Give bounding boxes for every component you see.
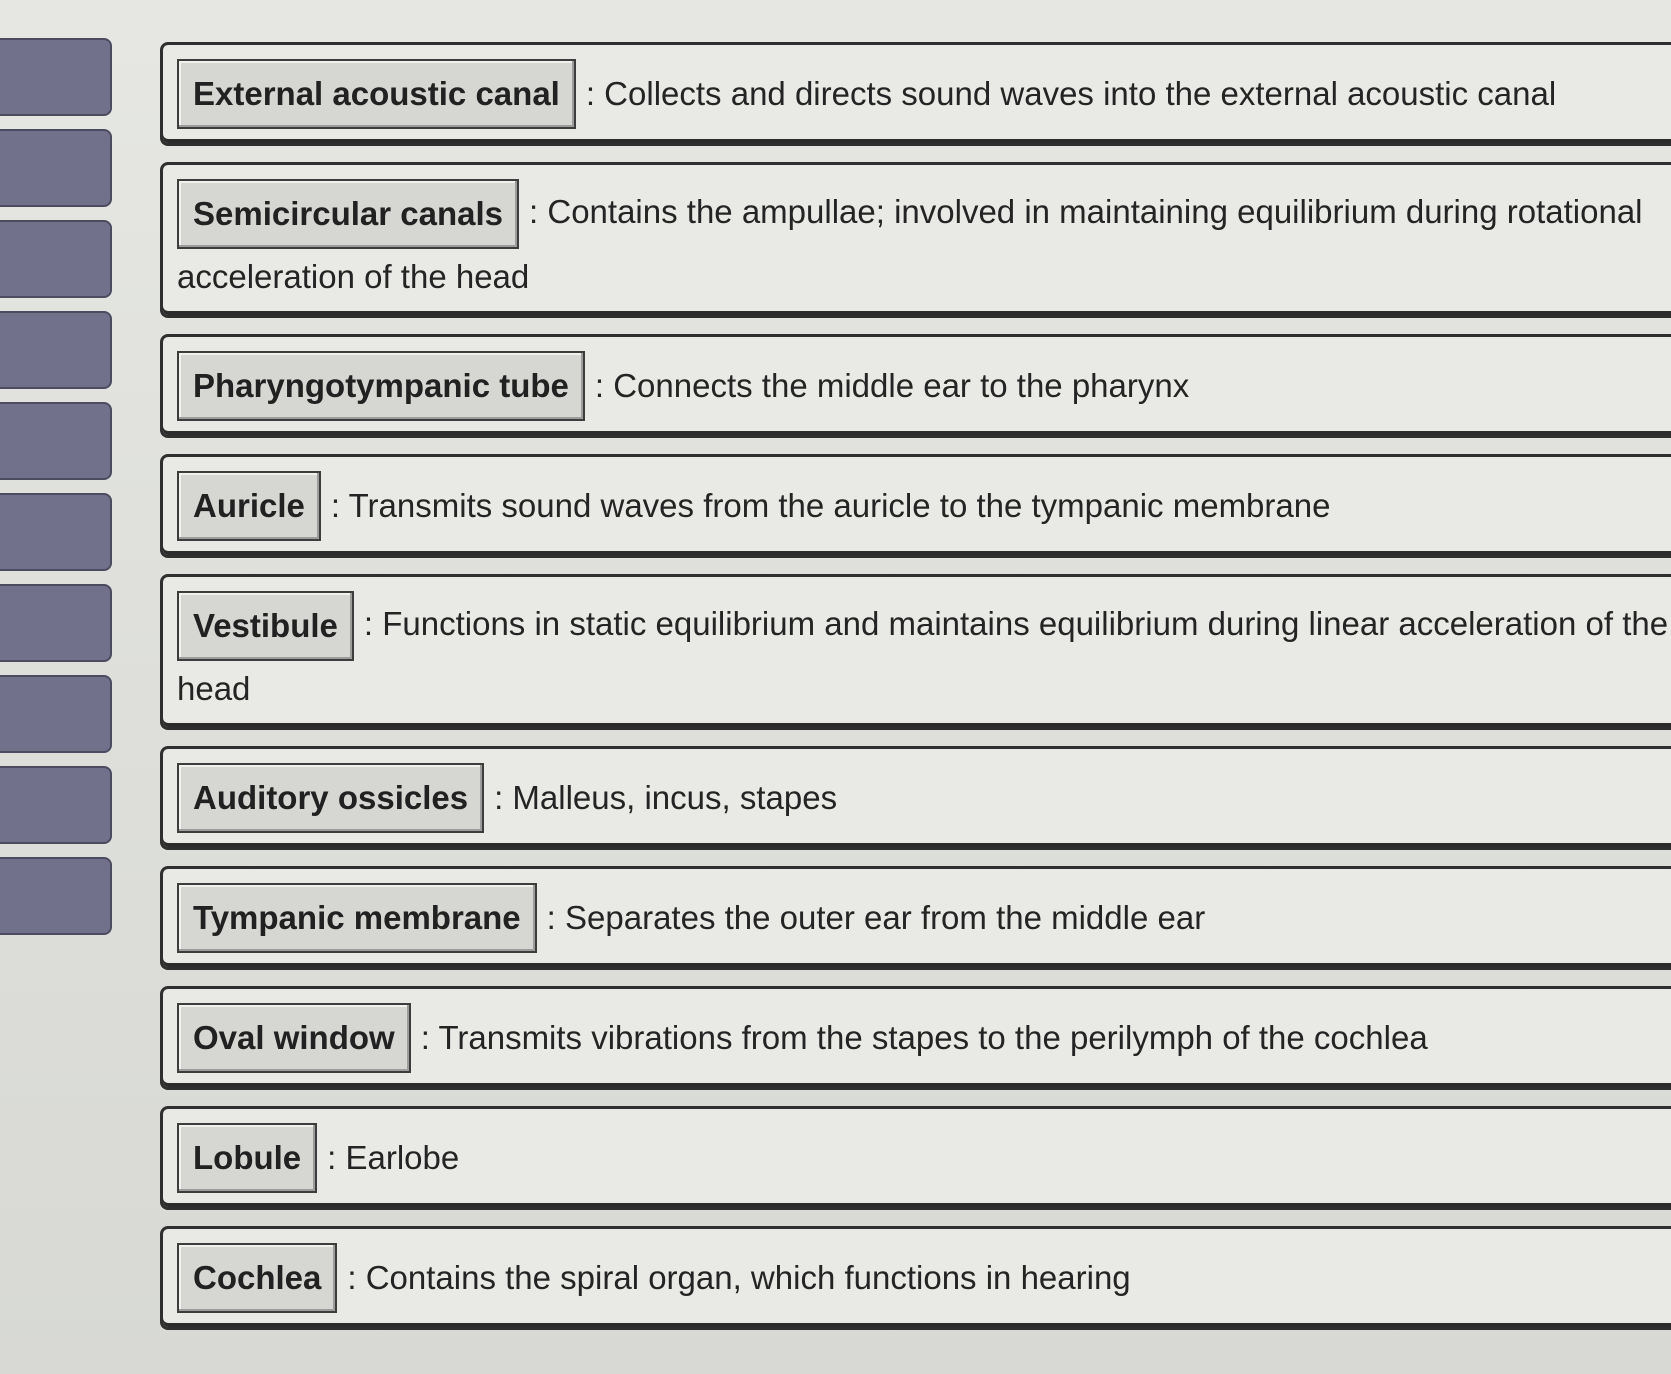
description-text: : Collects and directs sound waves into the external acoustic canal bbox=[585, 75, 1557, 112]
description-text: : Connects the middle ear to the pharynx bbox=[594, 367, 1190, 404]
match-row bbox=[160, 574, 1671, 730]
term-chip[interactable]: Semicircular canals bbox=[177, 179, 519, 249]
match-row bbox=[160, 986, 1671, 1090]
match-row bbox=[160, 1226, 1671, 1330]
description-text: : Contains the ampullae; involved in maintaining equilibrium during rotational acceleration of the head bbox=[177, 192, 1643, 295]
answer-slot[interactable] bbox=[0, 220, 112, 298]
answer-slot[interactable] bbox=[0, 766, 112, 844]
answer-slot[interactable] bbox=[0, 311, 112, 389]
answer-slot[interactable] bbox=[0, 38, 112, 116]
term-chip[interactable]: Lobule bbox=[177, 1123, 317, 1193]
description-text: : Transmits vibrations from the stapes to the perilymph of the cochlea bbox=[420, 1019, 1428, 1056]
description-text: : Earlobe bbox=[327, 1139, 460, 1176]
term-chip[interactable]: Cochlea bbox=[177, 1243, 337, 1313]
term-chip[interactable]: Auditory ossicles bbox=[177, 763, 484, 833]
term-chip[interactable]: Auricle bbox=[177, 471, 321, 541]
match-row bbox=[160, 746, 1671, 850]
answer-slot[interactable] bbox=[0, 493, 112, 571]
match-row bbox=[160, 866, 1671, 970]
description-text: : Separates the outer ear from the middle ear bbox=[546, 899, 1206, 936]
match-row bbox=[160, 1106, 1671, 1210]
answer-slot[interactable] bbox=[0, 129, 112, 207]
description-text: : Transmits sound waves from the auricle to the tympanic membrane bbox=[330, 487, 1331, 524]
empty-answer-slots bbox=[0, 38, 112, 948]
match-row bbox=[160, 42, 1671, 146]
match-rows bbox=[160, 42, 1671, 1346]
term-chip[interactable]: Vestibule bbox=[177, 591, 354, 661]
description-text: : Malleus, incus, stapes bbox=[494, 779, 838, 816]
answer-slot[interactable] bbox=[0, 402, 112, 480]
match-row bbox=[160, 334, 1671, 438]
term-chip[interactable]: External acoustic canal bbox=[177, 59, 576, 129]
term-chip[interactable]: Oval window bbox=[177, 1003, 411, 1073]
description-text: : Functions in static equilibrium and maintains equilibrium during linear acceleration of the head bbox=[177, 604, 1669, 707]
answer-slot[interactable] bbox=[0, 675, 112, 753]
description-text: : Contains the spiral organ, which functions in hearing bbox=[347, 1259, 1131, 1296]
term-chip[interactable]: Pharyngotympanic tube bbox=[177, 351, 585, 421]
answer-slot[interactable] bbox=[0, 857, 112, 935]
term-chip[interactable]: Tympanic membrane bbox=[177, 883, 537, 953]
match-row bbox=[160, 454, 1671, 558]
match-row bbox=[160, 162, 1671, 318]
answer-slot[interactable] bbox=[0, 584, 112, 662]
